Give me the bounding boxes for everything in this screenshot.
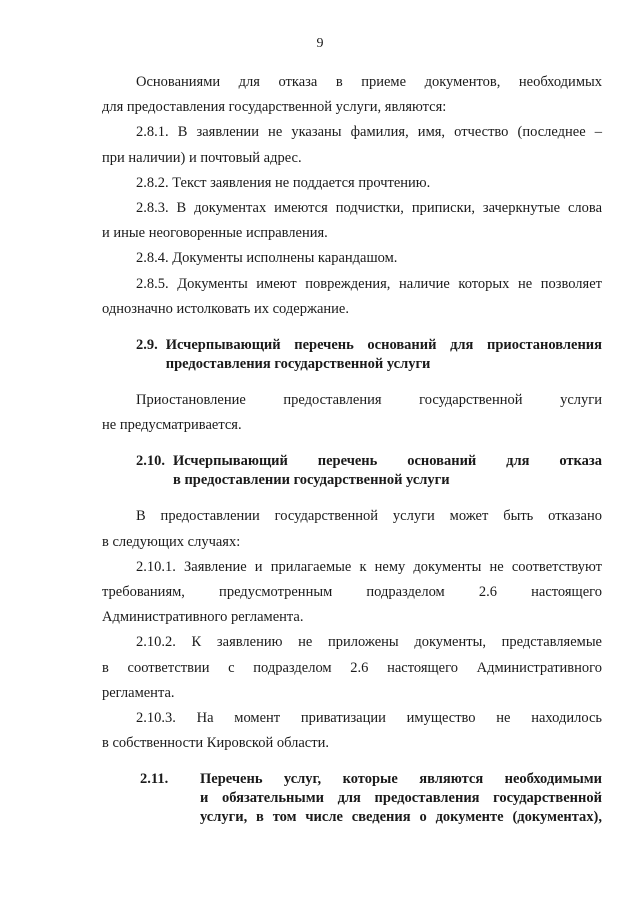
section-title-line1: Перечень услуг, которые являются необходимыми <box>200 771 602 788</box>
paragraph-2-10-1-line1: 2.10.1. Заявление и прилагаемые к нему документы не соответствуют <box>136 558 602 575</box>
paragraph-2-10-3-line1: 2.10.3. На момент приватизации имущество не находилось <box>136 710 602 727</box>
paragraph-2-10-intro-line1: В предоставлении государственной услуги может быть отказано <box>136 508 602 525</box>
section-heading-2-9 <box>102 336 602 374</box>
paragraph-2-9-line1: Приостановление предоставления государственной услуги <box>136 392 602 409</box>
paragraph-intro-line1: Основаниями для отказа в приеме документов, необходимых <box>136 74 602 90</box>
section-title-line1: Исчерпывающий перечень оснований для приостановления <box>165 337 602 354</box>
section-heading-2-11 <box>102 770 602 827</box>
paragraph-2-8-4: 2.8.4. Документы исполнены карандашом. <box>136 250 398 267</box>
paragraph-2-8-1-line1: 2.8.1. В заявлении не указаны фамилия, имя, отчество (последнее – <box>136 124 602 141</box>
section-number: 2.10. <box>136 453 165 470</box>
paragraph-2-8-3-line2: и иные неоговоренные исправления. <box>102 225 328 242</box>
paragraph-2-8-5-line2: однозначно истолковать их содержание. <box>102 300 349 317</box>
paragraph-2-10-2-line2: в соответствии с подразделом 2.6 настоящего Административного <box>102 659 602 676</box>
paragraph-2-10-1-line3: Административного регламента. <box>102 609 304 626</box>
paragraph-intro-line2: для предоставления государственной услуги, являются: <box>102 99 447 116</box>
paragraph-2-8-2: 2.8.2. Текст заявления не поддается прочтению. <box>136 174 431 191</box>
page-number: 9 <box>316 36 324 51</box>
section-title-line2: предоставления государственной услуги <box>165 356 431 373</box>
paragraph-2-8-3-line1: 2.8.3. В документах имеются подчистки, приписки, зачеркнутые слова <box>136 200 602 217</box>
section-number: 2.9. <box>136 337 158 354</box>
paragraph-2-8-5-line1: 2.8.5. Документы имеют повреждения, наличие которых не позволяет <box>136 275 602 292</box>
paragraph-2-10-1-line2: требованиям, предусмотренным подразделом 2.6 настоящего <box>102 584 602 601</box>
section-heading-2-10 <box>102 452 602 490</box>
section-title-line3: услуги, в том числе сведения о документе (документах), <box>200 809 602 826</box>
paragraph-2-10-2-line3: регламента. <box>102 684 175 701</box>
section-title-line2: в предоставлении государственной услуги <box>173 472 450 489</box>
paragraph-2-8-1-line2: при наличии) и почтовый адрес. <box>102 149 302 166</box>
paragraph-2-10-3-line2: в собственности Кировской области. <box>102 735 329 752</box>
paragraph-2-10-intro-line2: в следующих случаях: <box>102 533 241 550</box>
paragraph-2-9-line2: не предусматривается. <box>102 417 242 434</box>
section-title-line2: и обязательными для предоставления государственной <box>200 790 602 807</box>
section-title-line1: Исчерпывающий перечень оснований для отказа <box>173 453 602 470</box>
page-body <box>102 70 602 841</box>
section-number: 2.11. <box>140 771 169 788</box>
paragraph-2-10-2-line1: 2.10.2. К заявлению не приложены документы, представляемые <box>136 634 602 651</box>
